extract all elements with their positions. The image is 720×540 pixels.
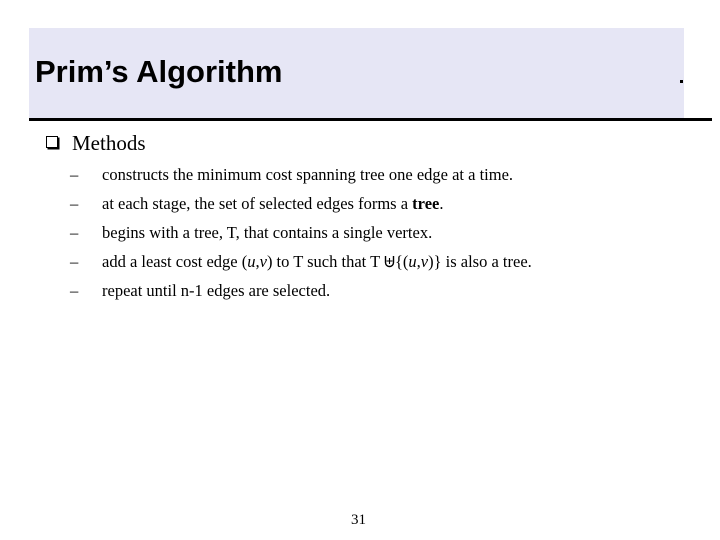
methods-list (70, 164, 532, 309)
item-var-v: v (420, 252, 429, 271)
heading-bullet (46, 131, 146, 156)
list-item (70, 164, 532, 193)
item-text: at each stage, the set of selected edges forms a (102, 194, 413, 213)
list-item (70, 222, 532, 251)
dash-bullet: – (70, 281, 79, 300)
list-item (70, 193, 532, 222)
item-text: add a least cost edge ( (102, 252, 248, 271)
title-corner-mark (680, 80, 683, 83)
union-icon (384, 255, 395, 268)
item-text: constructs the minimum cost spanning tree one edge at a time. (102, 165, 514, 184)
square-bullet-icon (46, 136, 58, 148)
title-divider (29, 118, 712, 121)
item-text: . (439, 194, 444, 213)
heading-methods: Methods (72, 131, 146, 155)
list-item (70, 251, 532, 280)
page-number: 31 (351, 512, 366, 528)
dash-bullet: – (70, 252, 79, 271)
slide-title: Prim’s Algorithm (35, 54, 283, 89)
item-bold-term: tree (412, 194, 440, 213)
item-text: , (416, 252, 421, 271)
item-text: )} is also a tree. (428, 252, 532, 271)
item-text: repeat until n-1 edges are selected. (102, 281, 331, 300)
item-text: begins with a tree, T, that contains a single vertex. (102, 223, 433, 242)
dash-bullet: – (70, 165, 79, 184)
item-text: ) to T such that T (266, 252, 384, 271)
list-item (70, 280, 532, 309)
dash-bullet: – (70, 223, 79, 242)
item-text: {( (394, 252, 409, 271)
dash-bullet: – (70, 194, 79, 213)
item-var-v: v (259, 252, 267, 271)
item-text: , (255, 252, 260, 271)
item-var-u: u (408, 252, 417, 271)
item-var-u: u (247, 252, 256, 271)
